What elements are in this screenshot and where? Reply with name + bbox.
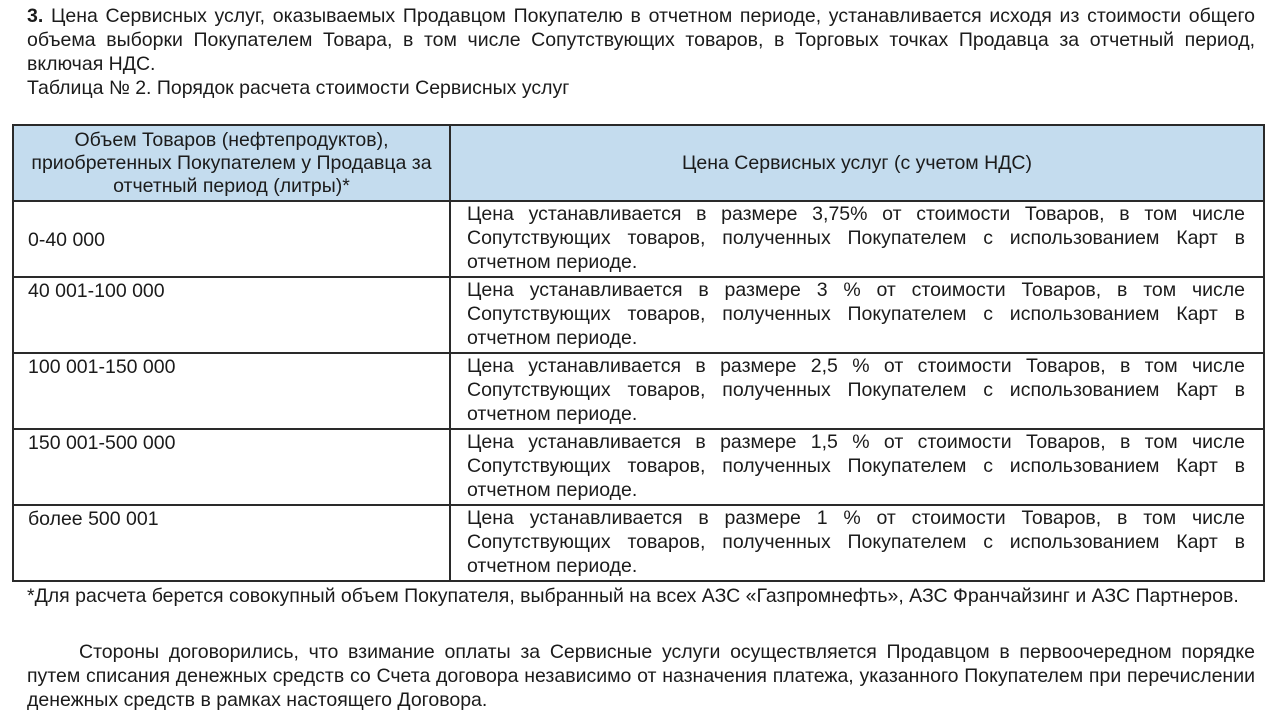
table-row <box>13 353 1264 429</box>
price-cell: Цена устанавливается в размере 2,5 % от стоимости Товаров, в том числе Сопутствующих товаров, полученных Покупателем с использованием Карт в отчетном периоде. <box>450 353 1264 429</box>
header-price: Цена Сервисных услуг (с учетом НДС) <box>450 125 1264 201</box>
header-volume-text: Объем Товаров (нефтепродуктов), приобретенных Покупателем у Продавца за отчетный период (литры)* <box>31 128 432 197</box>
table-header-row <box>13 125 1264 201</box>
table-row <box>13 505 1264 581</box>
volume-cell: 40 001-100 000 <box>13 277 450 353</box>
footnote: *Для расчета берется совокупный объем Покупателя, выбранный на всех АЗС «Газпромнефть», АЗС Франчайзинг и АЗС Партнеров. <box>27 585 1239 607</box>
table-caption: Таблица № 2. Порядок расчета стоимости Сервисных услуг <box>27 77 570 99</box>
volume-cell: более 500 001 <box>13 505 450 581</box>
price-cell: Цена устанавливается в размере 3 % от стоимости Товаров, в том числе Сопутствующих товаров, полученных Покупателем с использованием Карт в отчетном периоде. <box>450 277 1264 353</box>
price-cell: Цена устанавливается в размере 3,75% от стоимости Товаров, в том числе Сопутствующих товаров, полученных Покупателем с использованием Карт в отчетном периоде. <box>450 201 1264 277</box>
pricing-table <box>12 124 1265 582</box>
clause-number: 3. <box>27 5 44 27</box>
header-volume <box>13 125 450 201</box>
volume-cell: 0-40 000 <box>13 201 450 277</box>
closing-paragraph: Стороны договорились, что взимание оплаты за Сервисные услуги осуществляется Продавцом в первоочередном порядке путем списания денежных средств со Счета договора независимо от назначения платежа, указанного Покупателем при перечислении денежных средств в рамках настоящего Договора. <box>27 641 1255 711</box>
table-row <box>13 201 1264 277</box>
intro-paragraph <box>27 4 1255 76</box>
price-cell: Цена устанавливается в размере 1 % от стоимости Товаров, в том числе Сопутствующих товаров, полученных Покупателем с использованием Карт в отчетном периоде. <box>450 505 1264 581</box>
price-cell: Цена устанавливается в размере 1,5 % от стоимости Товаров, в том числе Сопутствующих товаров, полученных Покупателем с использованием Карт в отчетном периоде. <box>450 429 1264 505</box>
intro-text: Цена Сервисных услуг, оказываемых Продавцом Покупателю в отчетном периоде, устанавливается исходя из стоимости общего объема выборки Покупателем Товара, в том числе Сопутствующих товаров, в Торговых точках Продавца за отчетный период, включая НДС. <box>27 5 1255 75</box>
table-row <box>13 277 1264 353</box>
table-row <box>13 429 1264 505</box>
volume-cell: 100 001-150 000 <box>13 353 450 429</box>
volume-cell: 150 001-500 000 <box>13 429 450 505</box>
